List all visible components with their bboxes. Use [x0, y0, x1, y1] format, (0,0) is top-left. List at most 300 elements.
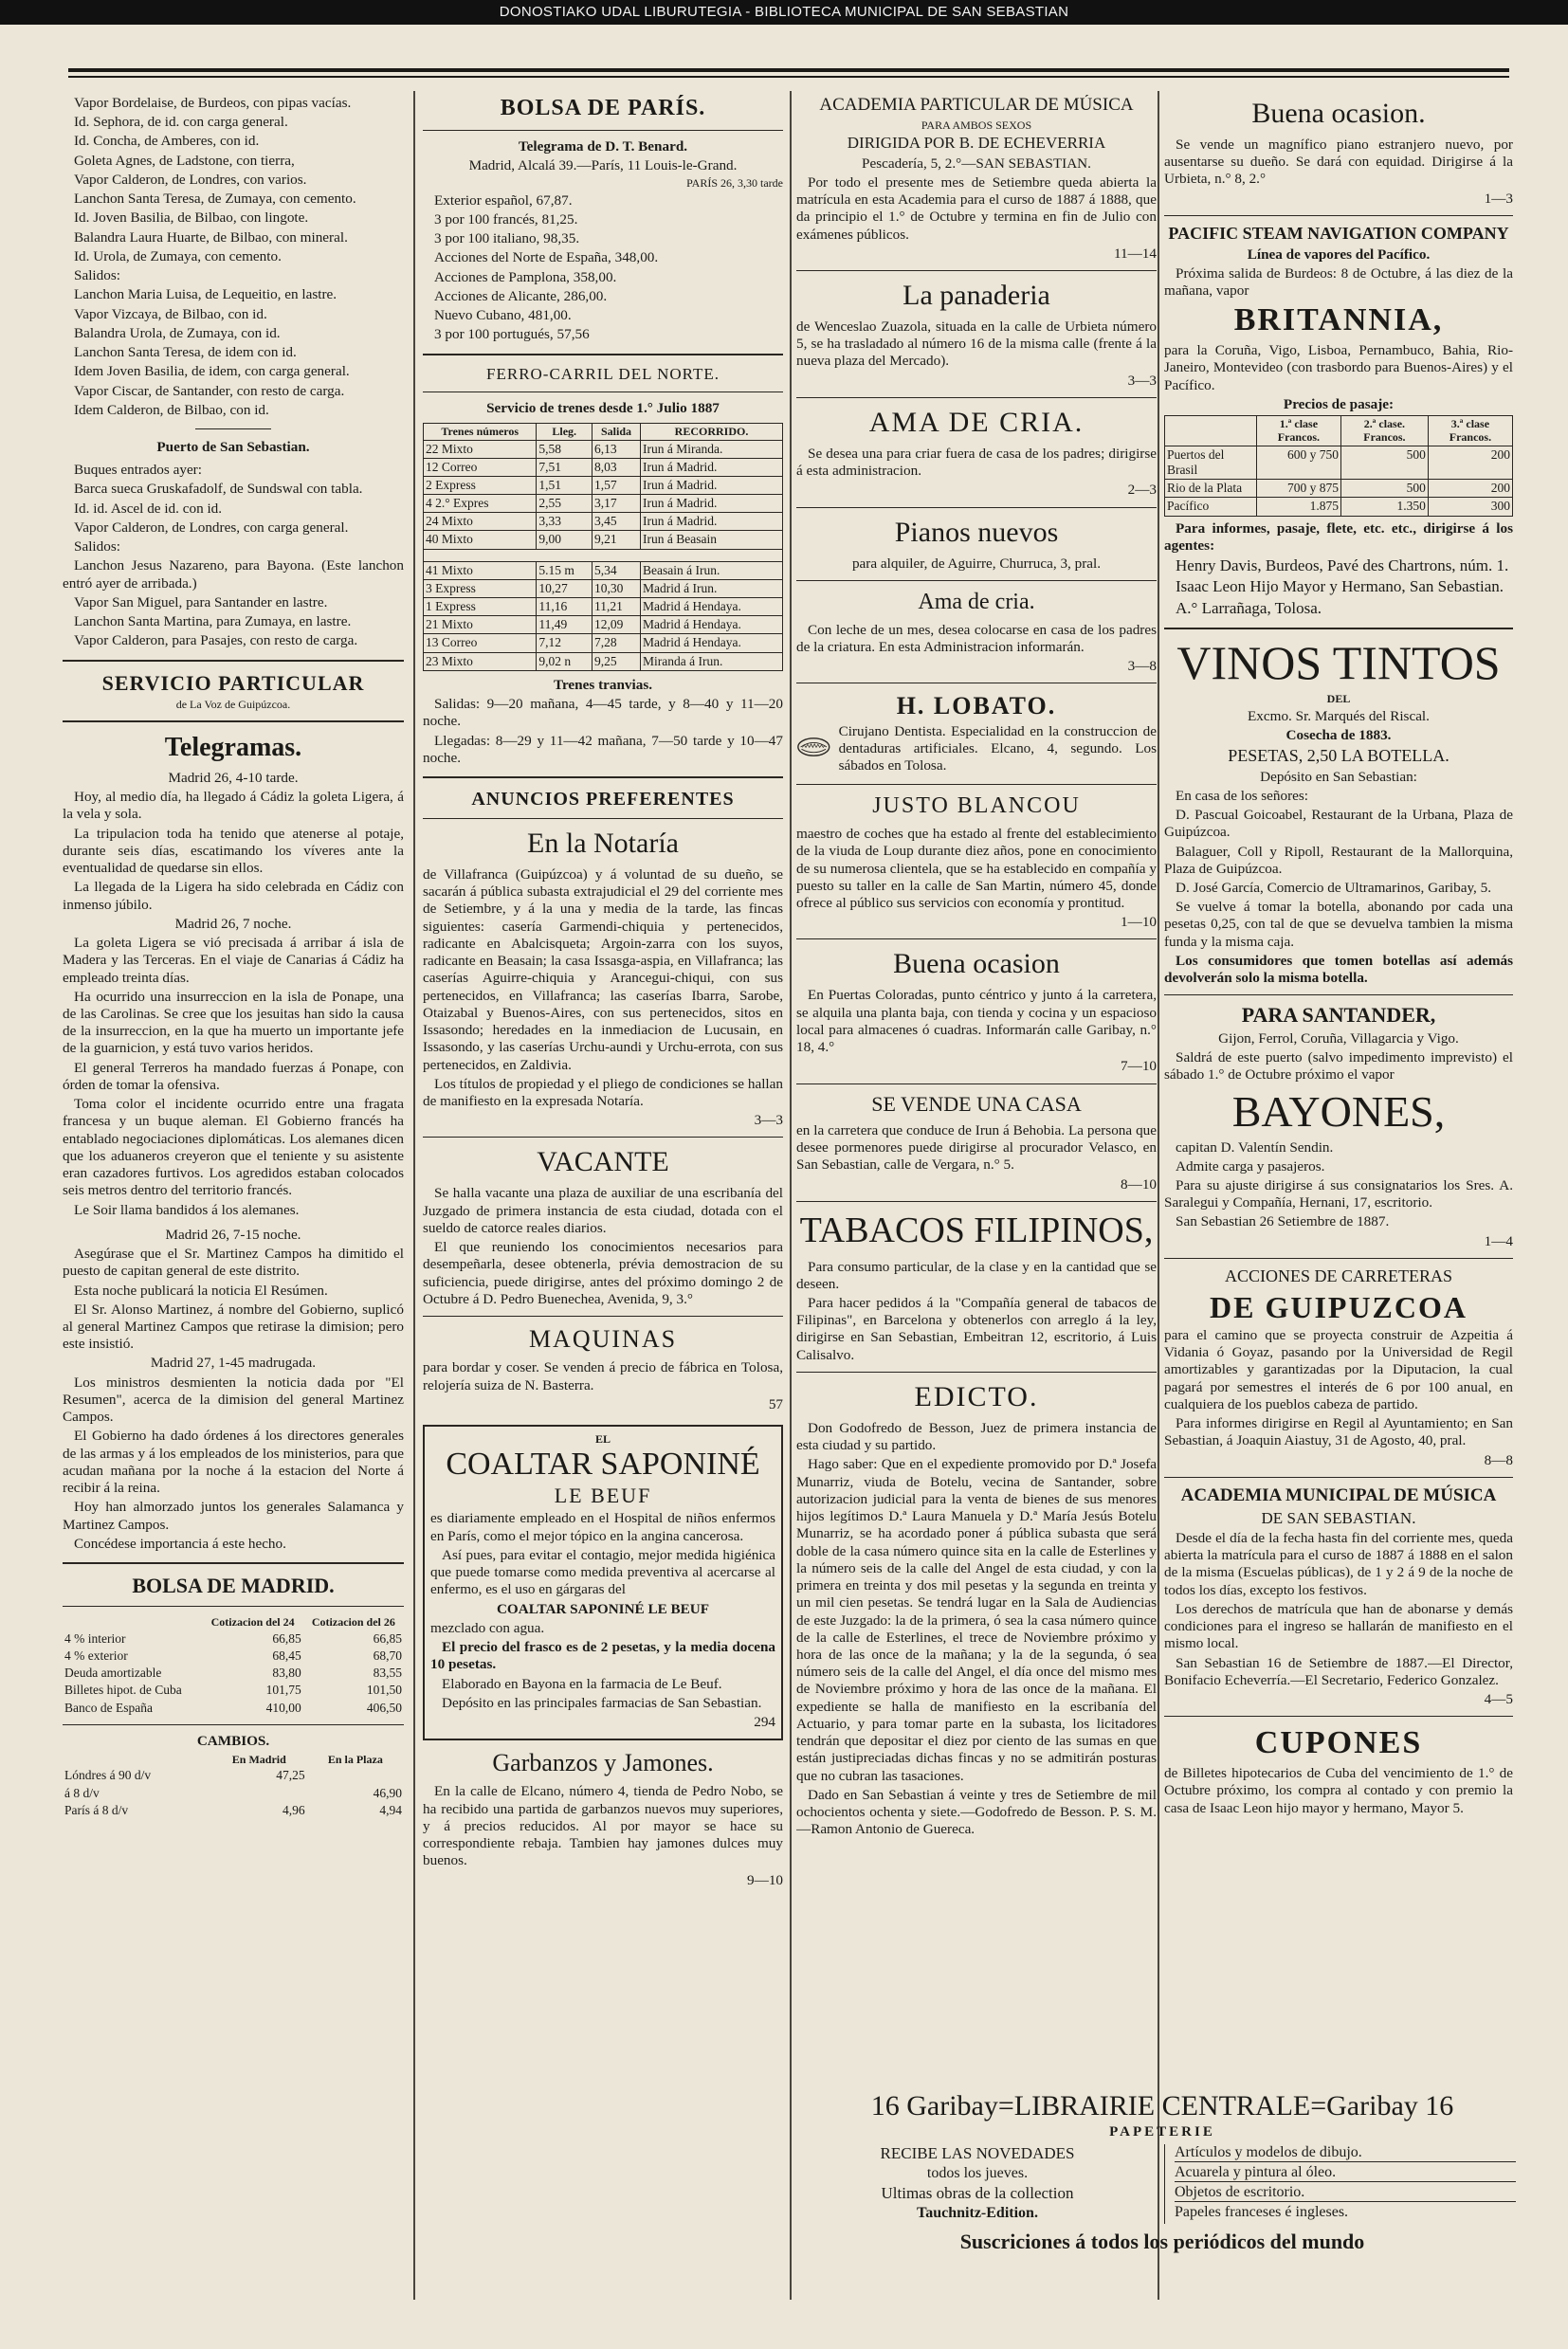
service-title: SERVICIO PARTICULAR [101, 670, 365, 695]
telegram-text: El general Terreros ha mandado fuerzas á Ponape, con órden de tomar la ofensiva. [63, 1059, 404, 1093]
table-cell: 21 Mixto [424, 616, 537, 634]
coaltar-subtitle: LE BEUF [554, 1484, 652, 1508]
librairie-title: 16 Garibay=LIBRAIRIE CENTRALE=Garibay 16 [870, 2090, 1454, 2121]
port-line: Vapor San Miguel, para Santander en lastre. [74, 593, 328, 610]
ad-ref: 57 [768, 1395, 783, 1412]
archive-header-bar: DONOSTIAKO UDAL LIBURUTEGIA - BIBLIOTECA MUNICIPAL DE SAN SEBASTIAN [0, 0, 1568, 25]
table-cell: Banco de España [64, 1700, 153, 1715]
telegram-text: Ha ocurrido una insurreccion en la isla de Ponape, una de las Carolinas. Se cree que los jesuitas han sido la causa de la insurreccion, en la que ha muerto un importante jefe de la guarnicion, y está tuvo varios heridos. [63, 988, 404, 1057]
table-cell: 9,25 [593, 652, 641, 670]
table-row [424, 495, 783, 513]
port-line: Lanchon Jesus Nazareno, para Bayona. (Este lanchon entró ayer de arribada.) [63, 557, 404, 592]
table-cell [211, 1785, 307, 1802]
table-cell: 9,02 n [537, 652, 593, 670]
separator [423, 1137, 783, 1138]
shipping-out-list [63, 286, 404, 419]
table-cell: 300 [1428, 498, 1512, 516]
ship-entry: Balandra Urola, de Zumaya, con id. [74, 324, 281, 341]
ad-ref: 3—8 [1127, 658, 1157, 675]
table-cell: Beasain á Irun. [641, 561, 783, 579]
ad-ref: 1—3 [1484, 190, 1513, 207]
municipal-text: Los derechos de matrícula que han de abonarse y demás condiciones para el ingreso se hallarán de manifiesto en el mismo local. [1164, 1600, 1513, 1652]
table-cell: 11,21 [593, 598, 641, 616]
table-header: 2.ª clase. Francos. [1340, 415, 1428, 446]
pacific-agents: A.° Larrañaga, Tolosa. [1176, 598, 1322, 617]
telegram-text: El Gobierno ha dado órdenes á los directores generales de las armas y á los empleados de los ministerios, para que acudan mañana por la noche á la estacion del Norte á recibir á la reina. [63, 1428, 404, 1497]
table-row [63, 1785, 404, 1802]
section-rule [423, 776, 783, 778]
paris-row: Acciones de Pamplona, 358,00. [434, 268, 617, 285]
column-divider [413, 91, 415, 2300]
table-cell: 406,50 [366, 1700, 402, 1715]
shipping-in-list [63, 95, 404, 265]
table-cell: Billetes hipot. de Cuba [64, 1683, 182, 1698]
buena-title: Buena ocasion [893, 948, 1060, 980]
paris-row: 3 por 100 italiano, 98,35. [434, 230, 580, 247]
paris-row: Acciones de Alicante, 286,00. [434, 287, 608, 304]
table-cell: Miranda á Irun. [641, 652, 783, 670]
separator [63, 1724, 404, 1725]
table-header: En la Plaza [327, 1752, 383, 1766]
separator [796, 1372, 1157, 1373]
tram-line: Llegadas: 8—29 y 11—42 mañana, 7—50 tarde y 10—47 noche. [423, 732, 783, 766]
table-cell: 600 y 750 [1256, 446, 1340, 479]
cupones-title: CUPONES [1254, 1725, 1423, 1761]
table-cell: 11,16 [537, 598, 593, 616]
table-cell: 1,57 [593, 476, 641, 494]
bayones-date: San Sebastian 26 Setiembre de 1887. [1176, 1213, 1390, 1230]
vinos-text: D. Pascual Goicoabel, Restaurant de la Urbana, Plaza de Guipúzcoa. [1164, 807, 1513, 841]
ad-ref: 4—5 [1484, 1691, 1513, 1708]
separator [1164, 1258, 1513, 1259]
section-rule [63, 720, 404, 722]
municipal-subtitle: DE SAN SEBASTIAN. [1261, 1508, 1416, 1527]
paris-subtitle: Telegrama de D. T. Benard. [518, 137, 688, 155]
separator [423, 130, 783, 131]
table-cell: 2 Express [424, 476, 537, 494]
port-line: Id. id. Ascel de id. con id. [74, 500, 223, 517]
paris-row: Nuevo Cubano, 481,00. [434, 307, 572, 324]
table-cell: 83,80 [272, 1666, 301, 1681]
separator [423, 1316, 783, 1317]
paris-title: BOLSA DE PARÍS. [500, 96, 706, 120]
bayones-text: Para su ajuste dirigirse á sus consignatarios los Sres. A. Saralegui y Compañía, Hernani, 17, escritorio. [1164, 1176, 1513, 1211]
separator [1164, 215, 1513, 216]
port-line: Lanchon Santa Martina, para Zumaya, en lastre. [74, 613, 352, 630]
column-divider [790, 91, 792, 2300]
coaltar-el: EL [594, 1432, 611, 1447]
telegram-text: Toma color el incidente ocurrido entre una fragata francesa y un buque aleman. El Gobierno francés ha entablado negociaciones diplomáticas. Los alemanes dicen que los aduaneros creyeron que el teniente y su asistente eran cazadores furtivos. Los agredidos estaban colocados seis metros dentro del territorio francés. [63, 1096, 404, 1199]
table-cell: 6,13 [593, 440, 641, 458]
librairie-body [802, 2144, 1522, 2224]
table-cell: 7,12 [537, 634, 593, 652]
table-cell: 500 [1340, 446, 1428, 479]
section-rule [423, 354, 783, 355]
ad-ref: 8—8 [1484, 1451, 1513, 1468]
table-cell: 5,34 [593, 561, 641, 579]
ship-entry: Vapor Vizcaya, de Bilbao, con id. [74, 305, 267, 322]
ad-ref: 3—3 [754, 1112, 783, 1129]
vinos-cosecha: Cosecha de 1883. [1285, 726, 1392, 743]
tabacos-text: Para hacer pedidos á la "Compañía general de tabacos de Filipinas", en Barcelona y obtenerlos con arreglo á la ley, dirigirse en San Sebastian, Embeitran 12, escritorio, á Luis Calisalvo. [796, 1295, 1157, 1363]
municipal-title: ACADEMIA MUNICIPAL DE MÚSICA [1180, 1484, 1497, 1505]
rail-subtitle: Servicio de trenes desde 1.° Julio 1887 [486, 399, 720, 416]
table-row [63, 1700, 404, 1717]
pacific-table [1164, 415, 1513, 517]
table-header: RECORRIDO. [641, 424, 783, 440]
ship-entry: Vapor Calderon, de Londres, con varios. [74, 171, 307, 188]
vinos-text: Se vuelve á tomar la botella, abonando por cada una pesetas 0,25, con tal de que se devuelva tambien la misma funda y la misma caja. [1164, 899, 1513, 950]
pianos-title: Pianos nuevos [894, 516, 1059, 548]
separator [796, 1083, 1157, 1084]
telegram-date: Madrid 26, 7 noche. [174, 915, 292, 932]
table-cell: 47,25 [276, 1768, 305, 1783]
vinos-deposito: Depósito en San Sebastian: [1260, 768, 1417, 785]
librairie-line: Papeles franceses é ingleses. [1175, 2204, 1349, 2220]
telegram-text: Los ministros desmienten la noticia dada por "El Resumen", acerca de la dimision del general Martinez Campos. [63, 1374, 404, 1426]
vinos-del: DEL [1326, 692, 1351, 706]
table-cell: Irun á Miranda. [641, 440, 783, 458]
coaltar-text: Elaborado en Bayona en la farmacia de Le Beuf. [442, 1675, 722, 1692]
vinos-text: D. José García, Comercio de Ultramarinos, Garibay, 5. [1176, 880, 1492, 896]
maquinas-title: MAQUINAS [528, 1325, 678, 1354]
table-cell: 22 Mixto [424, 440, 537, 458]
telegram-date: Madrid 27, 1-45 madrugada. [150, 1355, 317, 1372]
telegram-text: La llegada de la Ligera ha sido celebrada en Cádiz con inmenso júbilo. [63, 879, 404, 913]
ad-ref: 11—14 [1114, 245, 1157, 262]
vacante-text: El que reuniendo los conocimientos necesarios para desempeñarla, desee obtenerla, prévia demostracion de su suficiencia, puede dirigirse, antes del próximo domingo 2 de Octubre á D. Pedro Buenechea, Avenida, 9, 3.° [423, 1239, 783, 1307]
paris-row: Acciones del Norte de España, 348,00. [434, 249, 659, 266]
tabacos-text: Para consumo particular, de la clase y en la cantidad que se deseen. [796, 1258, 1157, 1292]
table-cell [307, 1767, 404, 1784]
ad-ref: 3—3 [1127, 372, 1157, 389]
buena-text: En Puertas Coloradas, punto céntrico y junto á la carretera, se alquila una planta baja, con tienda y cocina y un espacioso local para almacenes ó cuadras. Informarán calle Garibay, n.° 18, 4.° [796, 987, 1157, 1056]
table-cell: 3,45 [593, 513, 641, 531]
table-row [63, 1767, 404, 1784]
santander-ports: Gijon, Ferrol, Coruña, Villagarcia y Vigo. [1218, 1029, 1459, 1047]
librairie-subtitle: PAPETERIE [1109, 2124, 1215, 2140]
notaria-text: Los títulos de propiedad y el pliego de condiciones se hallan de manifiesto en la expresada Notaría. [423, 1075, 783, 1110]
separator [796, 1201, 1157, 1202]
port-line: Barca sueca Gruskafadolf, de Sundswal con tabla. [74, 481, 363, 498]
table-cell: 66,85 [373, 1630, 402, 1646]
column-4 [1164, 95, 1513, 2076]
table-cell: 9,00 [537, 531, 593, 549]
santander-title: PARA SANTANDER, [1241, 1003, 1436, 1028]
ship-entry: Vapor Bordelaise, de Burdeos, con pipas vacías. [74, 95, 352, 111]
table-cell: 2,55 [537, 495, 593, 513]
table-row [424, 598, 783, 616]
table-cell: 1.350 [1340, 498, 1428, 516]
table-cell: 101,75 [265, 1683, 301, 1698]
service-subtitle: de La Voz de Guipúzcoa. [175, 697, 291, 711]
librairie-line: RECIBE LAS NOVEDADES [880, 2144, 1075, 2162]
section-rule [63, 1562, 404, 1564]
bayones-text: capitan D. Valentín Sendin. [1176, 1138, 1334, 1156]
lobato-text: Cirujano Dentista. Especialidad en la construccion de dentaduras artificiales. Elcano, 4, segundo. Los sábados en Tolosa. [838, 722, 1157, 774]
librairie-ad [802, 2090, 1522, 2256]
table-cell: 5.15 m [537, 561, 593, 579]
librairie-line: Objetos de escritorio. [1175, 2184, 1516, 2202]
port-title: Puerto de San Sebastian. [156, 438, 310, 455]
table-cell: 12,09 [593, 616, 641, 634]
table-cell: Madrid á Irun. [641, 579, 783, 597]
carreteras-subtitle: DE GUIPUZCOA [1209, 1289, 1468, 1324]
coaltar-ad [423, 1425, 783, 1740]
vinos-text: Los consumidores que tomen botellas así además devolverán solo la misma botella. [1164, 952, 1513, 987]
table-cell: 68,45 [272, 1648, 301, 1663]
ship-entry: Balandra Laura Huarte, de Bilbao, con mineral. [74, 228, 348, 246]
table-row [1165, 480, 1513, 498]
table-cell: Lóndres á 90 d/v [64, 1768, 152, 1783]
ship-entry: Id. Concha, de Amberes, con id. [74, 133, 260, 150]
telegram-text: El Sr. Alonso Martinez, á nombre del Gobierno, suplicó al general Martinez Campos que retirase la dimision; pero este insistió. [63, 1301, 404, 1353]
table-cell: 1 Express [424, 598, 537, 616]
table-row [63, 1682, 404, 1699]
table-header: Cotizacion del 26 [311, 1615, 395, 1630]
ship-entry: Lanchon Santa Teresa, de idem con id. [74, 344, 297, 361]
table-row [424, 579, 783, 597]
paris-row: Exterior español, 67,87. [434, 191, 573, 209]
edicto-text: Hago saber: Que en el expediente promovido por D.ª Josefa Munarriz, viuda de Botelu, vecina de Santander, sobre autorizacion judicial para la venta de bienes de sus menores hijos legítimos D.ª Laura Manuela y D.ª María Jesús Botelu Munarriz, se ha acordado poner á pública subasta que será doble de la casa número quince sita en la calle de Esterlines y la número seis de la calle del Angel de esta ciudad, y con la primera en treinta y dos mil pesetas y la segunda en treinta y un mil cien pesetas. Se tendrá lugar en la Sala de Audiencias de este Juzgado: la de la primera, ó sea la casa número quince de la calle de Esterlines, el trece de Noviembre próximo y hora de las once de la mañana; y la de la segunda, ó sea número seis de la calle del Angel, el día once del mismo mes de Noviembre próximo y hora de las once de la mañana. El expediente se halla de manifiesto en la escribanía del Actuario, y para tomar parte en la subasta, los licitadores tendrán que depositar el diez por ciento de las sumas en que están justipreciadas dichas fincas y no se admitirán posturas que no cubran las tasaciones. [796, 1456, 1157, 1784]
ama-text: Se desea una para criar fuera de casa de los padres; dirigirse á esta administracion. [796, 445, 1157, 480]
ad-ref: 2—3 [1127, 482, 1157, 499]
table-cell: París á 8 d/v [64, 1802, 129, 1817]
table-row [424, 652, 783, 670]
column-1 [63, 95, 404, 1819]
vende-title: SE VENDE UNA CASA [871, 1091, 1082, 1116]
pacific-agents: Isaac Leon Hijo Mayor y Hermano, San Sebastian. [1176, 577, 1504, 596]
table-cell: Irun á Madrid. [641, 476, 783, 494]
madrid-title: BOLSA DE MADRID. [132, 1574, 335, 1598]
librairie-line: Ultimas obras de la collection [881, 2184, 1074, 2202]
rail-table [423, 423, 783, 671]
telegram-text: Le Soir llama bandidos á los alemanes. [74, 1201, 300, 1218]
pacific-ship: BRITANNIA, [1233, 302, 1444, 338]
pacific-prices-title: Precios de pasaje: [1283, 395, 1395, 412]
lobato-title: H. LOBATO. [896, 692, 1057, 720]
column-2 [423, 95, 783, 1891]
municipal-text: San Sebastian 16 de Setiembre de 1887.—El Director, Bonifacio Echeverría.—El Secretario, Federico Gonzalez. [1164, 1654, 1513, 1688]
coaltar-text: COALTAR SAPONINÉ LE BEUF [496, 1600, 710, 1617]
table-cell: 1.875 [1256, 498, 1340, 516]
edicto-text: Don Godofredo de Besson, Juez de primera instancia de esta ciudad y su partido. [796, 1419, 1157, 1454]
top-rule-thin [68, 76, 1509, 78]
coaltar-text: Depósito en las principales farmacias de San Sebastian. [442, 1694, 762, 1711]
table-row [1165, 498, 1513, 516]
blancou-text: maestro de coches que ha estado al frente del establecimiento de la viuda de Loup durante diez años, pone en conocimiento de su numerosa clientela, que se ha establecido en compañía y puesto su taller en la calle de San Martin, número 45, donde ofrece al público sus servicios con economía y prontitud. [796, 826, 1157, 911]
telegrams-title: Telegramas. [164, 733, 302, 763]
tram-line: Salidas: 9—20 mañana, 4—45 tarde, y 8—40 y 11—20 noche. [423, 696, 783, 730]
table-row [424, 616, 783, 634]
table-row [424, 476, 783, 494]
port-line: Vapor Calderon, para Pasajes, con resto de carga. [74, 632, 358, 649]
table-cell: 83,55 [373, 1666, 402, 1681]
paris-address: Madrid, Alcalá 39.—París, 11 Louis-le-Grand. [468, 157, 738, 174]
ship-entry: Lanchon Santa Teresa, de Zumaya, con cemento. [74, 191, 356, 208]
blancou-title: JUSTO BLANCOU [872, 793, 1081, 819]
ship-entry: Goleta Agnes, de Ladstone, con tierra, [74, 152, 295, 169]
garbanzos-text: En la calle de Elcano, número 4, tienda de Pedro Nobo, se ha recibido una partida de garbanzos nuevos muy superiores, y á precios reducidos. Al por mayor se hace su correspondiente rebaja. Tambien hay jamones dulces muy buenos. [423, 1783, 783, 1869]
table-cell: 1,51 [537, 476, 593, 494]
municipal-text: Desde el día de la fecha hasta fin del corriente mes, queda abierta la matrícula para el curso de 1887 á 1888 en el salon de la misma (Escuelas públicas), de 1 y 2 á 9 de la noche de todos los días, excepto los festivos. [1164, 1529, 1513, 1598]
pacific-agents: Para informes, pasaje, flete, etc. etc., dirigirse á los agentes: [1164, 519, 1513, 554]
table-row [424, 561, 783, 579]
ad-ref: 8—10 [1121, 1175, 1157, 1193]
separator [796, 397, 1157, 398]
tabacos-title: TABACOS FILIPINOS, [799, 1210, 1154, 1250]
table-cell: 46,90 [373, 1785, 402, 1800]
tram-title: Trenes tranvias. [553, 676, 653, 693]
table-cell: 200 [1428, 446, 1512, 479]
separator [1164, 994, 1513, 995]
table-cell: Irun á Beasain [641, 531, 783, 549]
table-row [63, 1665, 404, 1682]
table-header: Lleg. [537, 424, 593, 440]
table-cell: 200 [1428, 480, 1512, 498]
rail-title: FERRO-CARRIL DEL NORTE. [486, 364, 720, 383]
column-3 [796, 95, 1157, 1841]
coaltar-text: Así pues, para evitar el contagio, mejor medida higiénica que puede tomarse como medida preventiva al acercarse al enfermo, es el uso en gárgaras del [430, 1546, 775, 1598]
paris-row: 3 por 100 portugués, 57,56 [434, 326, 590, 343]
madrid-table [63, 1614, 404, 1716]
coaltar-text: es diariamente empleado en el Hospital de niños enfermos en París, como el mejor tópico en la angina cancerosa. [430, 1510, 775, 1544]
librairie-line: Artículos y modelos de dibujo. [1175, 2144, 1516, 2162]
top-rule [68, 68, 1509, 72]
librairie-line: todos los jueves. [926, 2165, 1029, 2181]
panaderia-title: La panaderia [903, 279, 1050, 311]
ama-title: AMA DE CRIA. [868, 406, 1085, 438]
table-cell: Madrid á Hendaya. [641, 616, 783, 634]
ad-ref: 1—10 [1121, 914, 1157, 931]
librairie-footer: Suscriciones á todos los periódicos del mundo [959, 2230, 1365, 2253]
table-header: Trenes números [424, 424, 537, 440]
vinos-text: Balaguer, Coll y Ripoll, Restaurant de la Mallorquina, Plaza de Guipúzcoa. [1164, 843, 1513, 877]
ad-ref: 7—10 [1121, 1058, 1157, 1075]
ship-entry: Lanchon Maria Luisa, de Lequeitio, en lastre. [74, 286, 337, 303]
ship-entry: Idem Calderon, de Bilbao, con id. [74, 401, 269, 418]
paris-time: PARÍS 26, 3,30 tarde [686, 176, 783, 191]
table-cell: 40 Mixto [424, 531, 537, 549]
garbanzos-title: Garbanzos y Jamones. [492, 1749, 714, 1777]
table-cell: Irun á Madrid. [641, 458, 783, 476]
table-header [1165, 415, 1257, 446]
table-cell: 4,96 [283, 1802, 305, 1817]
ship-entry: Id. Sephora, de id. con carga general. [74, 114, 288, 131]
ama2-title: Ama de cria. [918, 589, 1035, 614]
table-cell: 9,21 [593, 531, 641, 549]
telegram-date: Madrid 26, 7-15 noche. [165, 1226, 301, 1243]
table-cell: 10,27 [537, 579, 593, 597]
pacific-next: Próxima salida de Burdeos: 8 de Octubre, á las diez de la mañana, vapor [1164, 264, 1513, 299]
pacific-subtitle: Línea de vapores del Pacífico. [1247, 246, 1431, 263]
column-divider [1158, 91, 1159, 2300]
table-cell: 5,58 [537, 440, 593, 458]
ama2-text: Con leche de un mes, desea colocarse en casa de los padres de la criatura. En esta Administracion informarán. [796, 621, 1157, 655]
table-cell: 68,70 [373, 1648, 402, 1663]
notaria-text: de Villafranca (Guipúzcoa) y á voluntad de su dueño, se sacarán á pública subasta extrajudicial el 29 del corriente mes de Setiembre, y á la una y media de la tarde, las fincas siguientes: casería Garmendi-chiquia y pertenecidos, radicante en Abalcisqueta; Argoin-zarra con los suyos, radicante en Beasain; la casa Issasga-aspia, en Villafranca; las caserías Aguirre-chiquia y Arancegui-chiqui, con sus pertenecidos, en Villafranca; las caserías Ibarra, Sarobe, Otaizabal y Buenos-Aires, con sus pertenecidos, sitos en Issasondo; heredades en la inmediacion de Lucusain, en Issasondo, y las caserías Urchu-aundi y Urchu-errota, con sus pertenecidos, en Zaldivia. [423, 865, 783, 1073]
carreteras-text: para el camino que se proyecta construir de Azpeitia á Vidania ó Goyaz, pasando por la Universidad de Regil amortizables y garantizadas por la Diputacion, la cual pagará por semestres el interés de 6 por 100 anual, en cualquiera de los pueblos cabeza de partido. [1164, 1326, 1513, 1412]
table-cell: 8,03 [593, 458, 641, 476]
academia-title: ACADEMIA PARTICULAR DE MÚSICA [819, 95, 1134, 115]
lobato-ad [796, 723, 1157, 777]
salidos-label: Salidos: [74, 538, 120, 555]
salidos-label: Salidos: [74, 267, 120, 284]
ad-ref: 9—10 [747, 1871, 783, 1888]
ship-entry: Id. Urola, de Zumaya, con cemento. [74, 247, 282, 264]
ship-entry: Vapor Ciscar, de Santander, con resto de carga. [74, 382, 345, 399]
paris-row: 3 por 100 francés, 81,25. [434, 210, 578, 228]
academia-text: Por todo el presente mes de Setiembre queda abierta la matrícula en esta Academia para el curso de 1887 á 1888, que da principio el 1.° de Octubre y termina en fin de Julio con exámenes públicos. [796, 173, 1157, 243]
ship-entry: Id. Joven Basilia, de Bilbao, con lingote. [74, 209, 309, 227]
table-cell: 4 2.° Expres [424, 495, 537, 513]
coaltar-title: COALTAR SAPONINÉ [446, 1447, 760, 1483]
cambios-table [63, 1752, 404, 1819]
table-cell: Deuda amortizable [64, 1666, 162, 1681]
port-line: Buques entrados ayer: [74, 462, 202, 479]
table-cell: 23 Mixto [424, 652, 537, 670]
cambios-title: CAMBIOS. [196, 1732, 270, 1749]
table-cell: 13 Correo [424, 634, 537, 652]
table-cell: 41 Mixto [424, 561, 537, 579]
vacante-text: Se halla vacante una plaza de auxiliar de una escribanía del Juzgado de primera instancia de esta ciudad, dotada con el sueldo de catorce reales diarios. [423, 1185, 783, 1236]
table-header: 1.ª clase Francos. [1256, 415, 1340, 446]
table-cell: 3,33 [537, 513, 593, 531]
table-header: 3.ª clase Francos. [1428, 415, 1512, 446]
table-cell: 500 [1340, 480, 1428, 498]
edicto-title: EDICTO. [914, 1380, 1039, 1412]
bayones-text: Admite carga y pasajeros. [1176, 1157, 1325, 1174]
table-cell: 66,85 [272, 1630, 301, 1646]
vende-text: en la carretera que conduce de Irun á Behobia. La persona que desee pormenores puede dirigirse al procurador Velasco, en San Sebastian, calle de Vergara, n.° 5. [796, 1122, 1157, 1174]
ad-ref: 294 [754, 1714, 775, 1731]
librairie-right [1164, 2144, 1516, 2224]
table-cell: 101,50 [366, 1683, 402, 1698]
section-rule [1164, 628, 1513, 629]
table-header [63, 1614, 203, 1630]
table-header: Cotizacion del 24 [210, 1615, 295, 1630]
separator [796, 507, 1157, 508]
table-cell: á 8 d/v [64, 1785, 100, 1800]
panaderia-text: de Wenceslao Zuazola, situada en la calle de Urbieta número 5, se ha trasladado al número 16 de la misma calle (frente á la nueva plaza del Mercado). [796, 318, 1157, 370]
bayones-title: BAYONES, [1231, 1086, 1446, 1136]
coaltar-text: mezclado con agua. [430, 1619, 545, 1636]
table-row [424, 513, 783, 531]
academia-director: DIRIGIDA POR B. DE ECHEVERRIA [847, 134, 1106, 153]
vinos-title: VINOS TINTOS [1176, 636, 1501, 690]
table-cell: 10,30 [593, 579, 641, 597]
edicto-text: Dado en San Sebastian á veinte y tres de Setiembre de mil ochocientos ochenta y siete.—Godofredo de Besson. P. S. M.—Ramon Antonio de Guereca. [796, 1786, 1157, 1838]
table-header: En Madrid [231, 1752, 286, 1766]
separator [1164, 1477, 1513, 1478]
separator [195, 428, 271, 429]
coaltar-text: El precio del frasco es de 2 pesetas, y la media docena 10 pesetas. [430, 1639, 775, 1673]
table-row [424, 458, 783, 476]
table-row [63, 1630, 404, 1648]
telegram-text: Hoy han almorzado juntos los generales Salamanca y Martinez Campos. [63, 1499, 404, 1533]
table-cell: 4 % exterior [64, 1648, 128, 1663]
separator [423, 818, 783, 819]
table-cell: 11,49 [537, 616, 593, 634]
table-cell: Puertos del Brasil [1165, 446, 1257, 479]
academia-address: Pescadería, 5, 2.°—SAN SEBASTIAN. [862, 155, 1091, 172]
table-cell: Pacífico [1165, 498, 1257, 516]
carreteras-text: Para informes dirigirse en Regil al Ayuntamiento; en San Sebastian, á Joaquin Aiastuy, 31 de Agosto, 40, pral. [1164, 1415, 1513, 1449]
table-cell: Irun á Madrid. [641, 495, 783, 513]
pianos-text: para alquiler, de Aguirre, Churruca, 3, pral. [851, 555, 1102, 572]
pacific-route: para la Coruña, Vigo, Lisboa, Pernambuco, Bahia, Rio-Janeiro, Montevideo (con trasbordo para Buenos-Aires) y el Pacífico. [1164, 342, 1513, 393]
table-cell: 4 % interior [64, 1630, 126, 1646]
